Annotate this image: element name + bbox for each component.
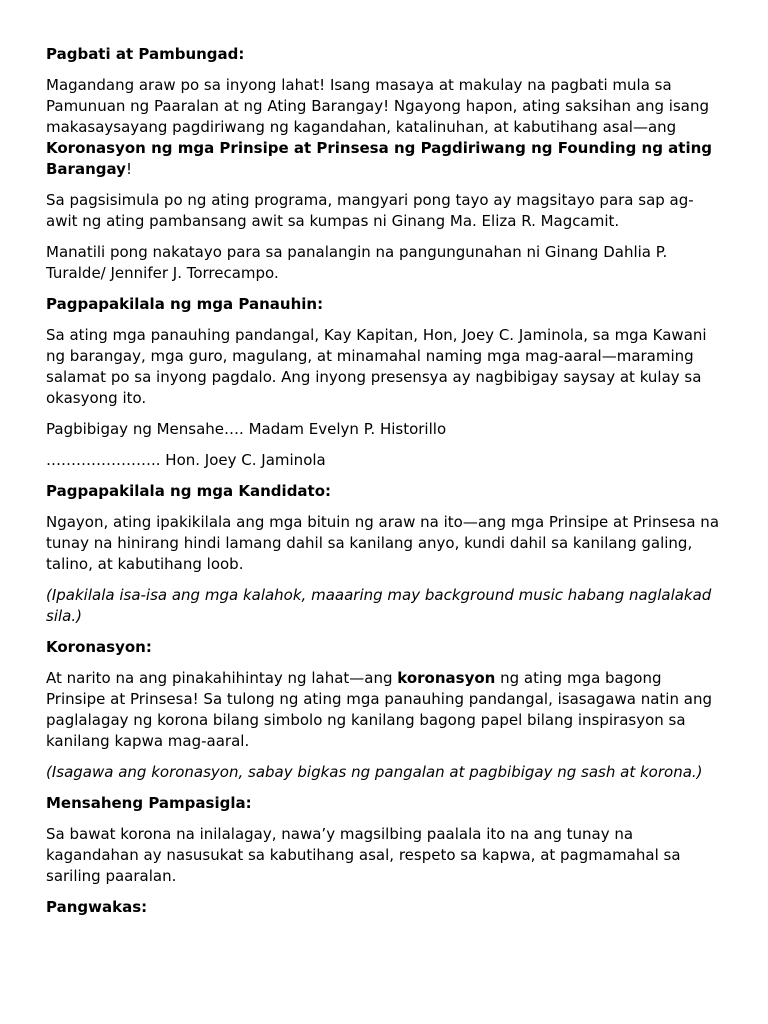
section-heading-mensaheng: Mensaheng Pampasigla:: [46, 794, 252, 812]
paragraph-pambansang-awit: Sa pagsisimula po ng ating programa, mangyari pong tayo ay magsitayo para sap ag-awit ng ating pambansang awit sa kumpas ni Ginang Ma. Eliza R. Magcamit.: [46, 191, 694, 230]
section-heading-panauhin: Pagpapakilala ng mga Panauhin:: [46, 295, 324, 313]
paragraph-mensaheng: Sa bawat korona na inilalagay, nawa’y magsilbing paalala ito na ang tunay na kagandahan ay nasusukat sa kabutihang asal, respeto sa kapwa, at pagmamahal sa sariling paaralan.: [46, 825, 681, 885]
stage-direction-koronasyon: (Isagawa ang koronasyon, sabay bigkas ng pangalan at pagbibigay ng sash at korona.): [46, 763, 703, 781]
section-heading-pangwakas: Pangwakas:: [46, 898, 148, 916]
paragraph-mensahe: Pagbibigay ng Mensahe…. Madam Evelyn P. Historillo: [46, 420, 447, 438]
paragraph-pagbati: [46, 75, 722, 180]
koronasyon-bold: koronasyon: [397, 669, 496, 687]
stage-direction-kandidato: (Ipakilala isa-isa ang mga kalahok, maaaring may background music habang naglalakad sila.): [46, 586, 712, 625]
section-heading-koronasyon: Koronasyon:: [46, 638, 152, 656]
paragraph-text: !: [125, 160, 132, 178]
paragraph-kandidato: Ngayon, ating ipakikilala ang mga bituin ng araw na ito—ang mga Prinsipe at Prinsesa na tunay na hinirang hindi lamang dahil sa kanilang anyo, kundi dahil sa kanilang galing, talino, at kabutihang loob.: [46, 513, 720, 573]
event-title-bold: Koronasyon ng mga Prinsipe at Prinsesa ng Pagdiriwang ng Founding ng ating Barangay: [46, 139, 713, 178]
section-heading-kandidato: Pagpapakilala ng mga Kandidato:: [46, 482, 332, 500]
paragraph-text: At narito na ang pinakahihintay ng lahat—ang: [46, 669, 398, 687]
paragraph-koronasyon: [46, 668, 722, 752]
paragraph-panauhin: Sa ating mga panauhing pandangal, Kay Kapitan, Hon, Joey C. Jaminola, sa mga Kawani ng barangay, mga guro, magulang, at minamahal naming mga mag-aaral—maraming salamat po sa inyong pagdalo. Ang inyong presensya ay nagbibigay saysay at kulay sa okasyong ito.: [46, 326, 707, 407]
paragraph-panalangin: Manatili pong nakatayo para sa panalangin na pangungunahan ni Ginang Dahlia P. Turalde/ Jennifer J. Torrecampo.: [46, 243, 668, 282]
paragraph-text: ng ating mga bagong Prinsipe at Prinsesa! Sa tulong ng ating mga panauhing pandangal, isasagawa natin ang paglalagay ng korona bilang simbolo ng kanilang bagong papel bilang inspirasyon sa kanilang kapwa mag-aaral.: [46, 669, 712, 750]
paragraph-text: Magandang araw po sa inyong lahat! Isang masaya at makulay na pagbati mula sa Pamunuan ng Paaralan at ng Ating Barangay! Ngayong hapon, ating saksihan ang isang makasaysayang pagdiriwang ng kagandahan, katalinuhan, at kabutihang asal—ang: [46, 76, 710, 136]
section-heading-pagbati: Pagbati at Pambungad:: [46, 45, 245, 63]
paragraph-mensahe-2: ………………….. Hon. Joey C. Jaminola: [46, 451, 326, 469]
